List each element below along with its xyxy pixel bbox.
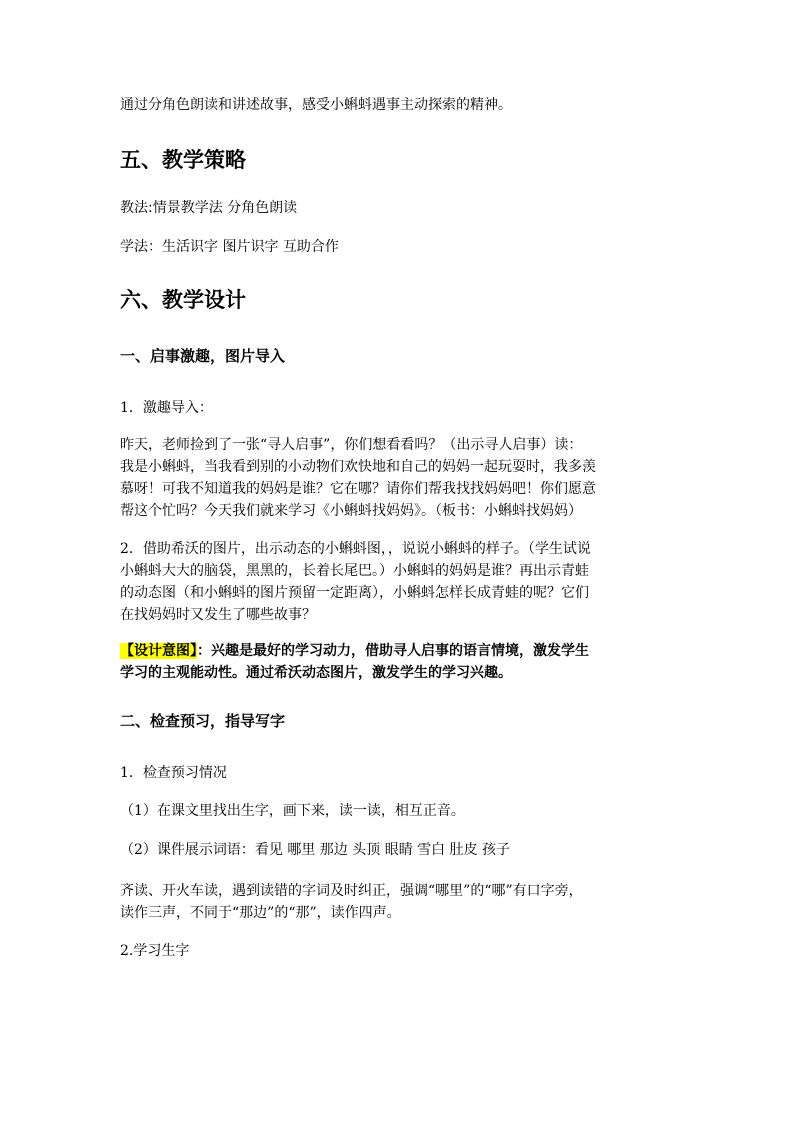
part-2-heading: 二、检查预习，指导写字: [120, 712, 286, 730]
design-intent-line: [120, 640, 589, 660]
preview-item-1: （1）在课文里找出生字，画下来，读一读，相互正音。: [120, 803, 465, 819]
reading-para-line: 读作三声，不同于“那边”的“那”，读作四声。: [120, 905, 401, 921]
para2-line: 小蝌蚪大大的脑袋，黑黑的，长着长尾巴。）小蝌蚪的妈妈是谁？再出示青蛙: [120, 563, 589, 579]
para1-line: 昨天，老师捡到了一张“寻人启事”，你们想看看吗？（出示寻人启事）读：: [120, 437, 583, 453]
learning-methods: 学法：生活识字 图片识字 互助合作: [120, 239, 339, 255]
design-intent-label: 【设计意图】: [120, 643, 197, 659]
para1-line: 慕呀！可我不知道我的妈妈是谁？它在哪？请你们帮我找找妈妈吧！你们愿意: [120, 481, 596, 497]
para2-line: 的动态图（和小蝌蚪的图片预留一定距离），小蝌蚪怎样长成青蛙的呢？它们: [120, 585, 589, 601]
section-5-heading: 五、教学策略: [120, 147, 246, 172]
para2-line: 2．借助希沃的图片，出示动态的小蝌蚪图，，说说小蝌蚪的样子。（学生试说: [120, 541, 591, 557]
check-preview-title: 1．检查预习情况: [120, 765, 227, 781]
para2-line: 在找妈妈时又发生了哪些故事？: [120, 607, 316, 623]
learn-characters-title: 2.学习生字: [120, 943, 190, 959]
reading-para-line: 齐读、开火车读，遇到读错的字词及时纠正，强调“哪里”的“哪”有口字旁，: [120, 883, 583, 899]
para1-line: 帮这个忙吗？今天我们就来学习《小蝌蚪找妈妈》。（板书：小蝌蚪找妈妈）: [120, 503, 582, 519]
step-1-title: 1．激趣导入：: [120, 400, 213, 416]
section-6-heading: 六、教学设计: [120, 287, 246, 312]
intro-paragraph: 通过分角色朗读和讲述故事，感受小蝌蚪遇事主动探索的精神。: [120, 97, 512, 113]
preview-item-2: （2）课件展示词语：看见 哪里 那边 头顶 眼睛 雪白 肚皮 孩子: [120, 842, 511, 858]
design-intent-text: ：兴趣是最好的学习动力，借助寻人启事的语言情境，激发学生: [197, 643, 589, 659]
para1-line: 我是小蝌蚪，当我看到别的小动物们欢快地和自己的妈妈一起玩耍时，我多羡: [120, 459, 596, 475]
teaching-methods: 教法:情景教学法 分角色朗读: [120, 200, 298, 216]
design-intent-text-2: 学习的主观能动性。通过希沃动态图片，激发学生的学习兴趣。: [120, 665, 512, 681]
part-1-heading: 一、启事激趣，图片导入: [120, 347, 286, 365]
